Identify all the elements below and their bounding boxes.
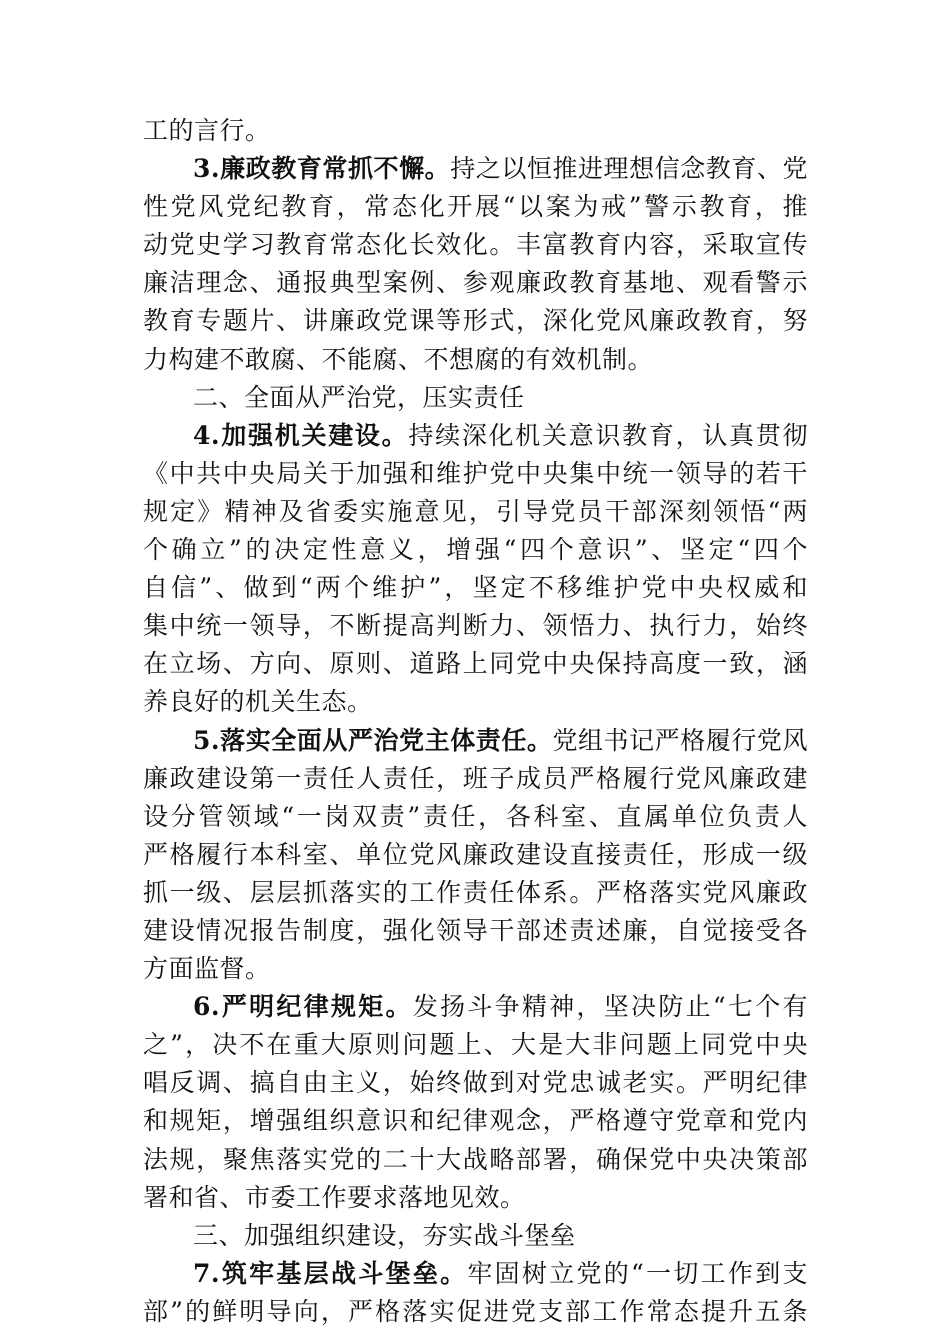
paragraph-lead-line — [143, 417, 808, 455]
paragraph-line — [143, 912, 808, 950]
paragraph-line — [143, 1293, 808, 1331]
paragraph-last-line — [143, 341, 808, 379]
line-text: 力构建不敢腐、不能腐、不想腐的有效机制。 — [143, 344, 654, 374]
paragraph-last-line — [143, 112, 808, 150]
item-title: 4.加强机关建设。 — [193, 420, 409, 450]
item-title: 7.筑牢基层战斗堡垒。 — [193, 1258, 468, 1288]
paragraph-line — [143, 645, 808, 683]
line-text: 方面监督。 — [143, 954, 271, 984]
paragraph-line — [143, 493, 808, 531]
line-text: 《中共中央局关于加强和维护党中央集中统一领导的若干 — [143, 458, 808, 488]
line-text: 在立场、方向、原则、道路上同党中央保持高度一致，涵 — [143, 649, 808, 679]
paragraph-line — [143, 188, 808, 226]
section-heading — [143, 1217, 808, 1255]
line-text: 抓一级、层层抓落实的工作责任体系。严格落实党风廉政 — [143, 877, 808, 907]
paragraph-line — [143, 302, 808, 340]
paragraph-line — [143, 264, 808, 302]
line-text: 设分管领域“一岗双责”责任，各科室、直属单位负责人 — [143, 801, 808, 831]
line-text: 和规矩，增强组织意识和纪律观念，严格遵守党章和党内 — [143, 1106, 808, 1136]
line-text: 持续深化机关意识教育，认真贯彻 — [408, 420, 808, 450]
paragraph-line — [143, 531, 808, 569]
line-text: 廉政建设第一责任人责任，班子成员严格履行党风廉政建 — [143, 763, 808, 793]
paragraph-line — [143, 1141, 808, 1179]
item-title: 5.落实全面从严治党主体责任。 — [193, 725, 553, 755]
paragraph-last-line — [143, 683, 808, 721]
paragraph-line — [143, 607, 808, 645]
paragraph-line — [143, 569, 808, 607]
paragraph-last-line — [143, 1179, 808, 1217]
line-text: 个确立”的决定性意义，增强“四个意识”、坚定“四个 — [143, 535, 808, 565]
line-text: 严格履行本科室、单位党风廉政建设直接责任，形成一级 — [143, 839, 808, 869]
paragraph-line — [143, 1064, 808, 1102]
line-text: 法规，聚焦落实党的二十大战略部署，确保党中央决策部 — [143, 1144, 808, 1174]
line-text: 性党风党纪教育，常态化开展“以案为戒”警示教育，推 — [143, 192, 808, 222]
line-text: 养良好的机关生态。 — [143, 687, 373, 717]
paragraph-lead-line — [143, 722, 808, 760]
line-text: 部”的鲜明导向，严格落实促进党支部工作常态提升五条 — [143, 1296, 808, 1326]
line-text: 规定》精神及省委实施意见，引导党员干部深刻领悟“两 — [143, 496, 808, 526]
line-text: 工的言行。 — [143, 116, 271, 145]
line-text: 集中统一领导，不断提高判断力、领悟力、执行力，始终 — [143, 611, 808, 641]
line-text: 动党史学习教育常态化长效化。丰富教育内容，采取宣传 — [143, 230, 808, 260]
paragraph-lead-line — [143, 1255, 808, 1293]
line-text: 自信”、做到“两个维护”，坚定不移维护党中央权威和 — [143, 573, 808, 603]
line-text: 二、全面从严治党，压实责任 — [193, 382, 525, 412]
line-text: 署和省、市委工作要求落地见效。 — [143, 1182, 526, 1212]
line-text: 廉洁理念、通报典型案例、参观廉政教育基地、观看警示 — [143, 268, 808, 298]
paragraph-line — [143, 836, 808, 874]
document-body — [143, 112, 808, 1331]
paragraph-line — [143, 760, 808, 798]
line-text: 发扬斗争精神，坚决防止“七个有 — [412, 992, 808, 1022]
paragraph-line — [143, 455, 808, 493]
section-heading — [143, 379, 808, 417]
paragraph-line — [143, 874, 808, 912]
line-text: 牢固树立党的“一切工作到支 — [467, 1258, 808, 1288]
item-title: 3.廉政教育常抓不懈。 — [193, 154, 451, 184]
paragraph-line — [143, 798, 808, 836]
item-title: 6.严明纪律规矩。 — [193, 992, 413, 1022]
paragraph-line — [143, 1026, 808, 1064]
line-text: 持之以恒推进理想信念教育、党 — [450, 154, 808, 184]
paragraph-line — [143, 226, 808, 264]
paragraph-lead-line — [143, 150, 808, 188]
paragraph-line — [143, 1102, 808, 1140]
paragraph-last-line — [143, 950, 808, 988]
line-text: 党组书记严格履行党风 — [552, 725, 808, 755]
paragraph-lead-line — [143, 988, 808, 1026]
line-text: 唱反调、搞自由主义，始终做到对党忠诚老实。严明纪律 — [143, 1068, 808, 1098]
line-text: 三、加强组织建设，夯实战斗堡垒 — [193, 1220, 576, 1250]
line-text: 教育专题片、讲廉政党课等形式，深化党风廉政教育，努 — [143, 306, 808, 336]
line-text: 之”，决不在重大原则问题上、大是大非问题上同党中央 — [143, 1030, 808, 1060]
line-text: 建设情况报告制度，强化领导干部述责述廉，自觉接受各 — [143, 915, 808, 945]
